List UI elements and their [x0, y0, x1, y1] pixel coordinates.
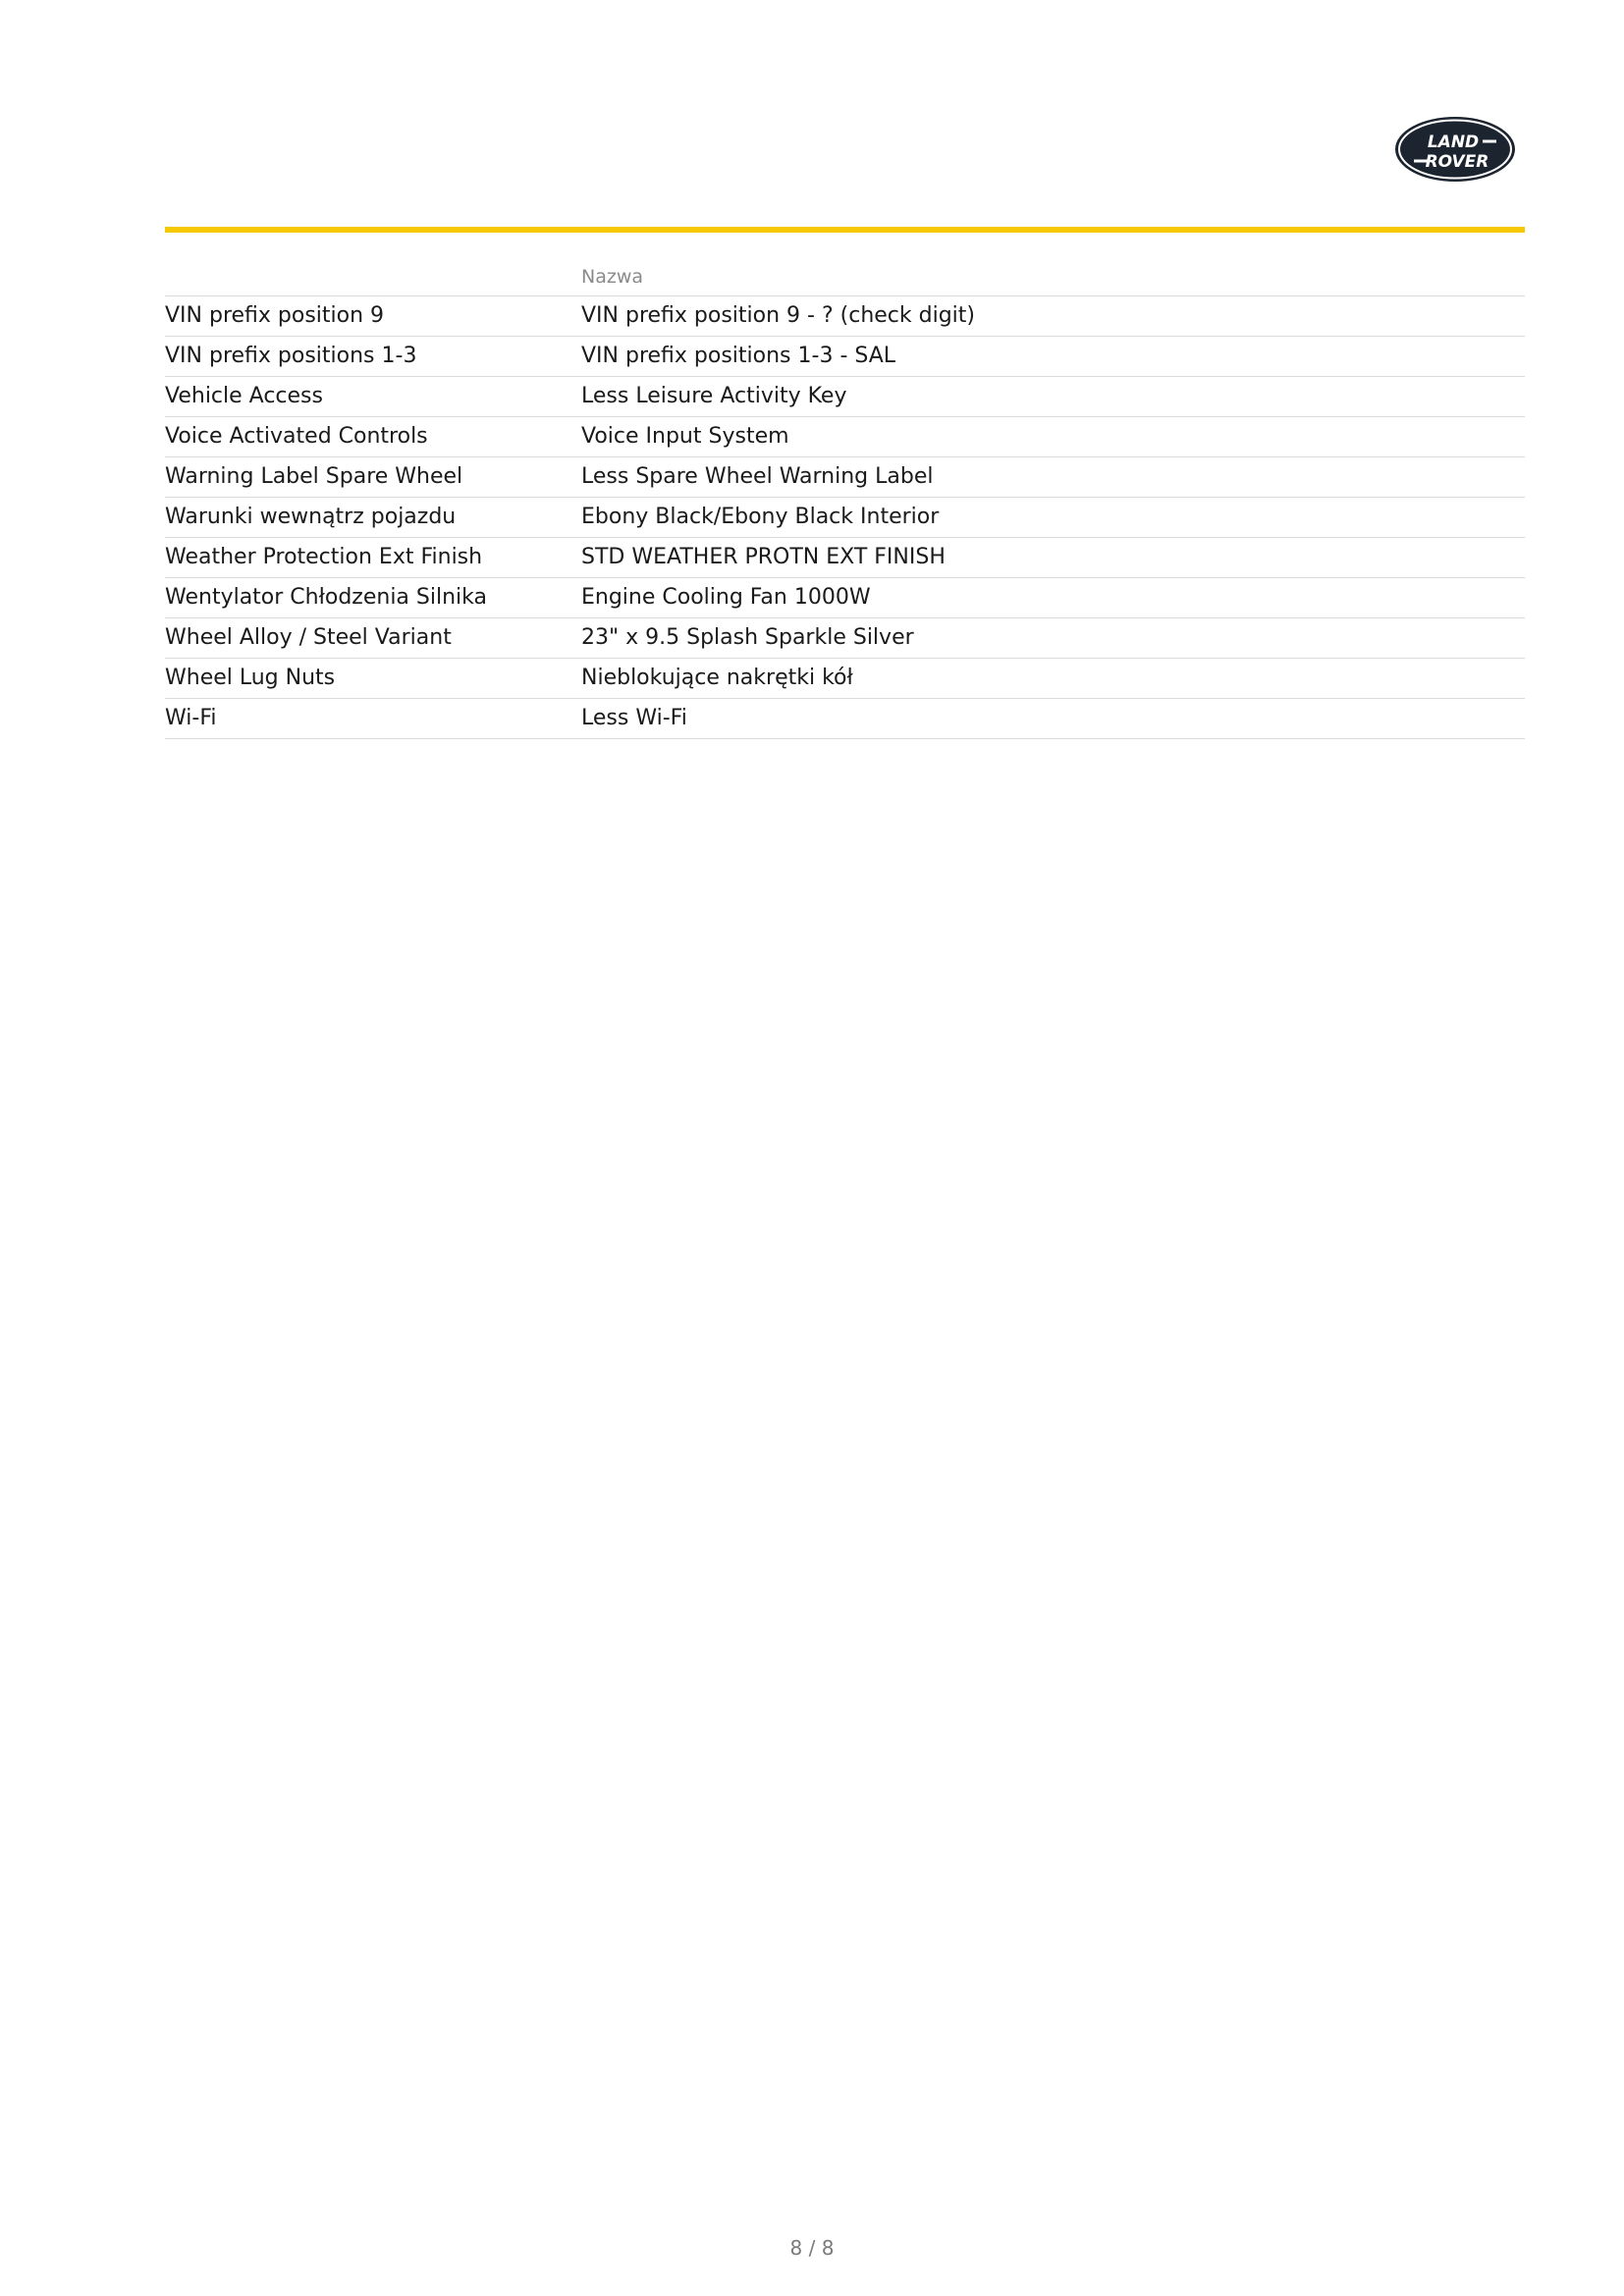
- feature-cell: Warning Label Spare Wheel: [165, 464, 463, 489]
- table-row: [165, 377, 1525, 417]
- column-header-name: Nazwa: [581, 266, 644, 288]
- feature-cell: VIN prefix positions 1-3: [165, 344, 417, 368]
- value-cell: Nieblokujące nakrętki kół: [581, 666, 853, 690]
- table-row: [165, 538, 1525, 578]
- logo-text-rover: ROVER: [1425, 152, 1489, 172]
- feature-cell: Warunki wewnątrz pojazdu: [165, 505, 457, 529]
- land-rover-logo-icon: [1392, 114, 1518, 185]
- feature-cell: Wheel Alloy / Steel Variant: [165, 625, 452, 650]
- value-cell: Voice Input System: [581, 424, 789, 449]
- value-cell: Less Spare Wheel Warning Label: [581, 464, 934, 489]
- feature-cell: Wheel Lug Nuts: [165, 666, 336, 690]
- feature-cell: Wentylator Chłodzenia Silnika: [165, 585, 487, 610]
- table-header: [165, 258, 1525, 296]
- value-cell: 23" x 9.5 Splash Sparkle Silver: [581, 625, 914, 650]
- feature-cell: Vehicle Access: [165, 384, 323, 408]
- page-number: 8 / 8: [789, 2236, 835, 2260]
- header-accent-rule: [165, 227, 1525, 233]
- feature-cell: Wi-Fi: [165, 706, 217, 730]
- feature-cell: Weather Protection Ext Finish: [165, 545, 483, 569]
- table-row: [165, 457, 1525, 498]
- table-row: [165, 618, 1525, 659]
- table-body: [165, 296, 1525, 739]
- land-rover-logo: [1392, 114, 1518, 185]
- feature-cell: VIN prefix position 9: [165, 303, 385, 328]
- value-cell: VIN prefix positions 1-3 - SAL: [581, 344, 896, 368]
- table-row: [165, 337, 1525, 377]
- table-row: [165, 659, 1525, 699]
- table-row: [165, 296, 1525, 337]
- value-cell: Engine Cooling Fan 1000W: [581, 585, 871, 610]
- specification-table: [165, 258, 1525, 739]
- table-row: [165, 498, 1525, 538]
- value-cell: Ebony Black/Ebony Black Interior: [581, 505, 940, 529]
- table-row: [165, 417, 1525, 457]
- table-row: [165, 578, 1525, 618]
- feature-cell: Voice Activated Controls: [165, 424, 428, 449]
- table-row: [165, 699, 1525, 739]
- value-cell: STD WEATHER PROTN EXT FINISH: [581, 545, 946, 569]
- logo-text-land: LAND: [1427, 133, 1480, 152]
- value-cell: Less Wi-Fi: [581, 706, 687, 730]
- value-cell: Less Leisure Activity Key: [581, 384, 847, 408]
- value-cell: VIN prefix position 9 - ? (check digit): [581, 303, 975, 328]
